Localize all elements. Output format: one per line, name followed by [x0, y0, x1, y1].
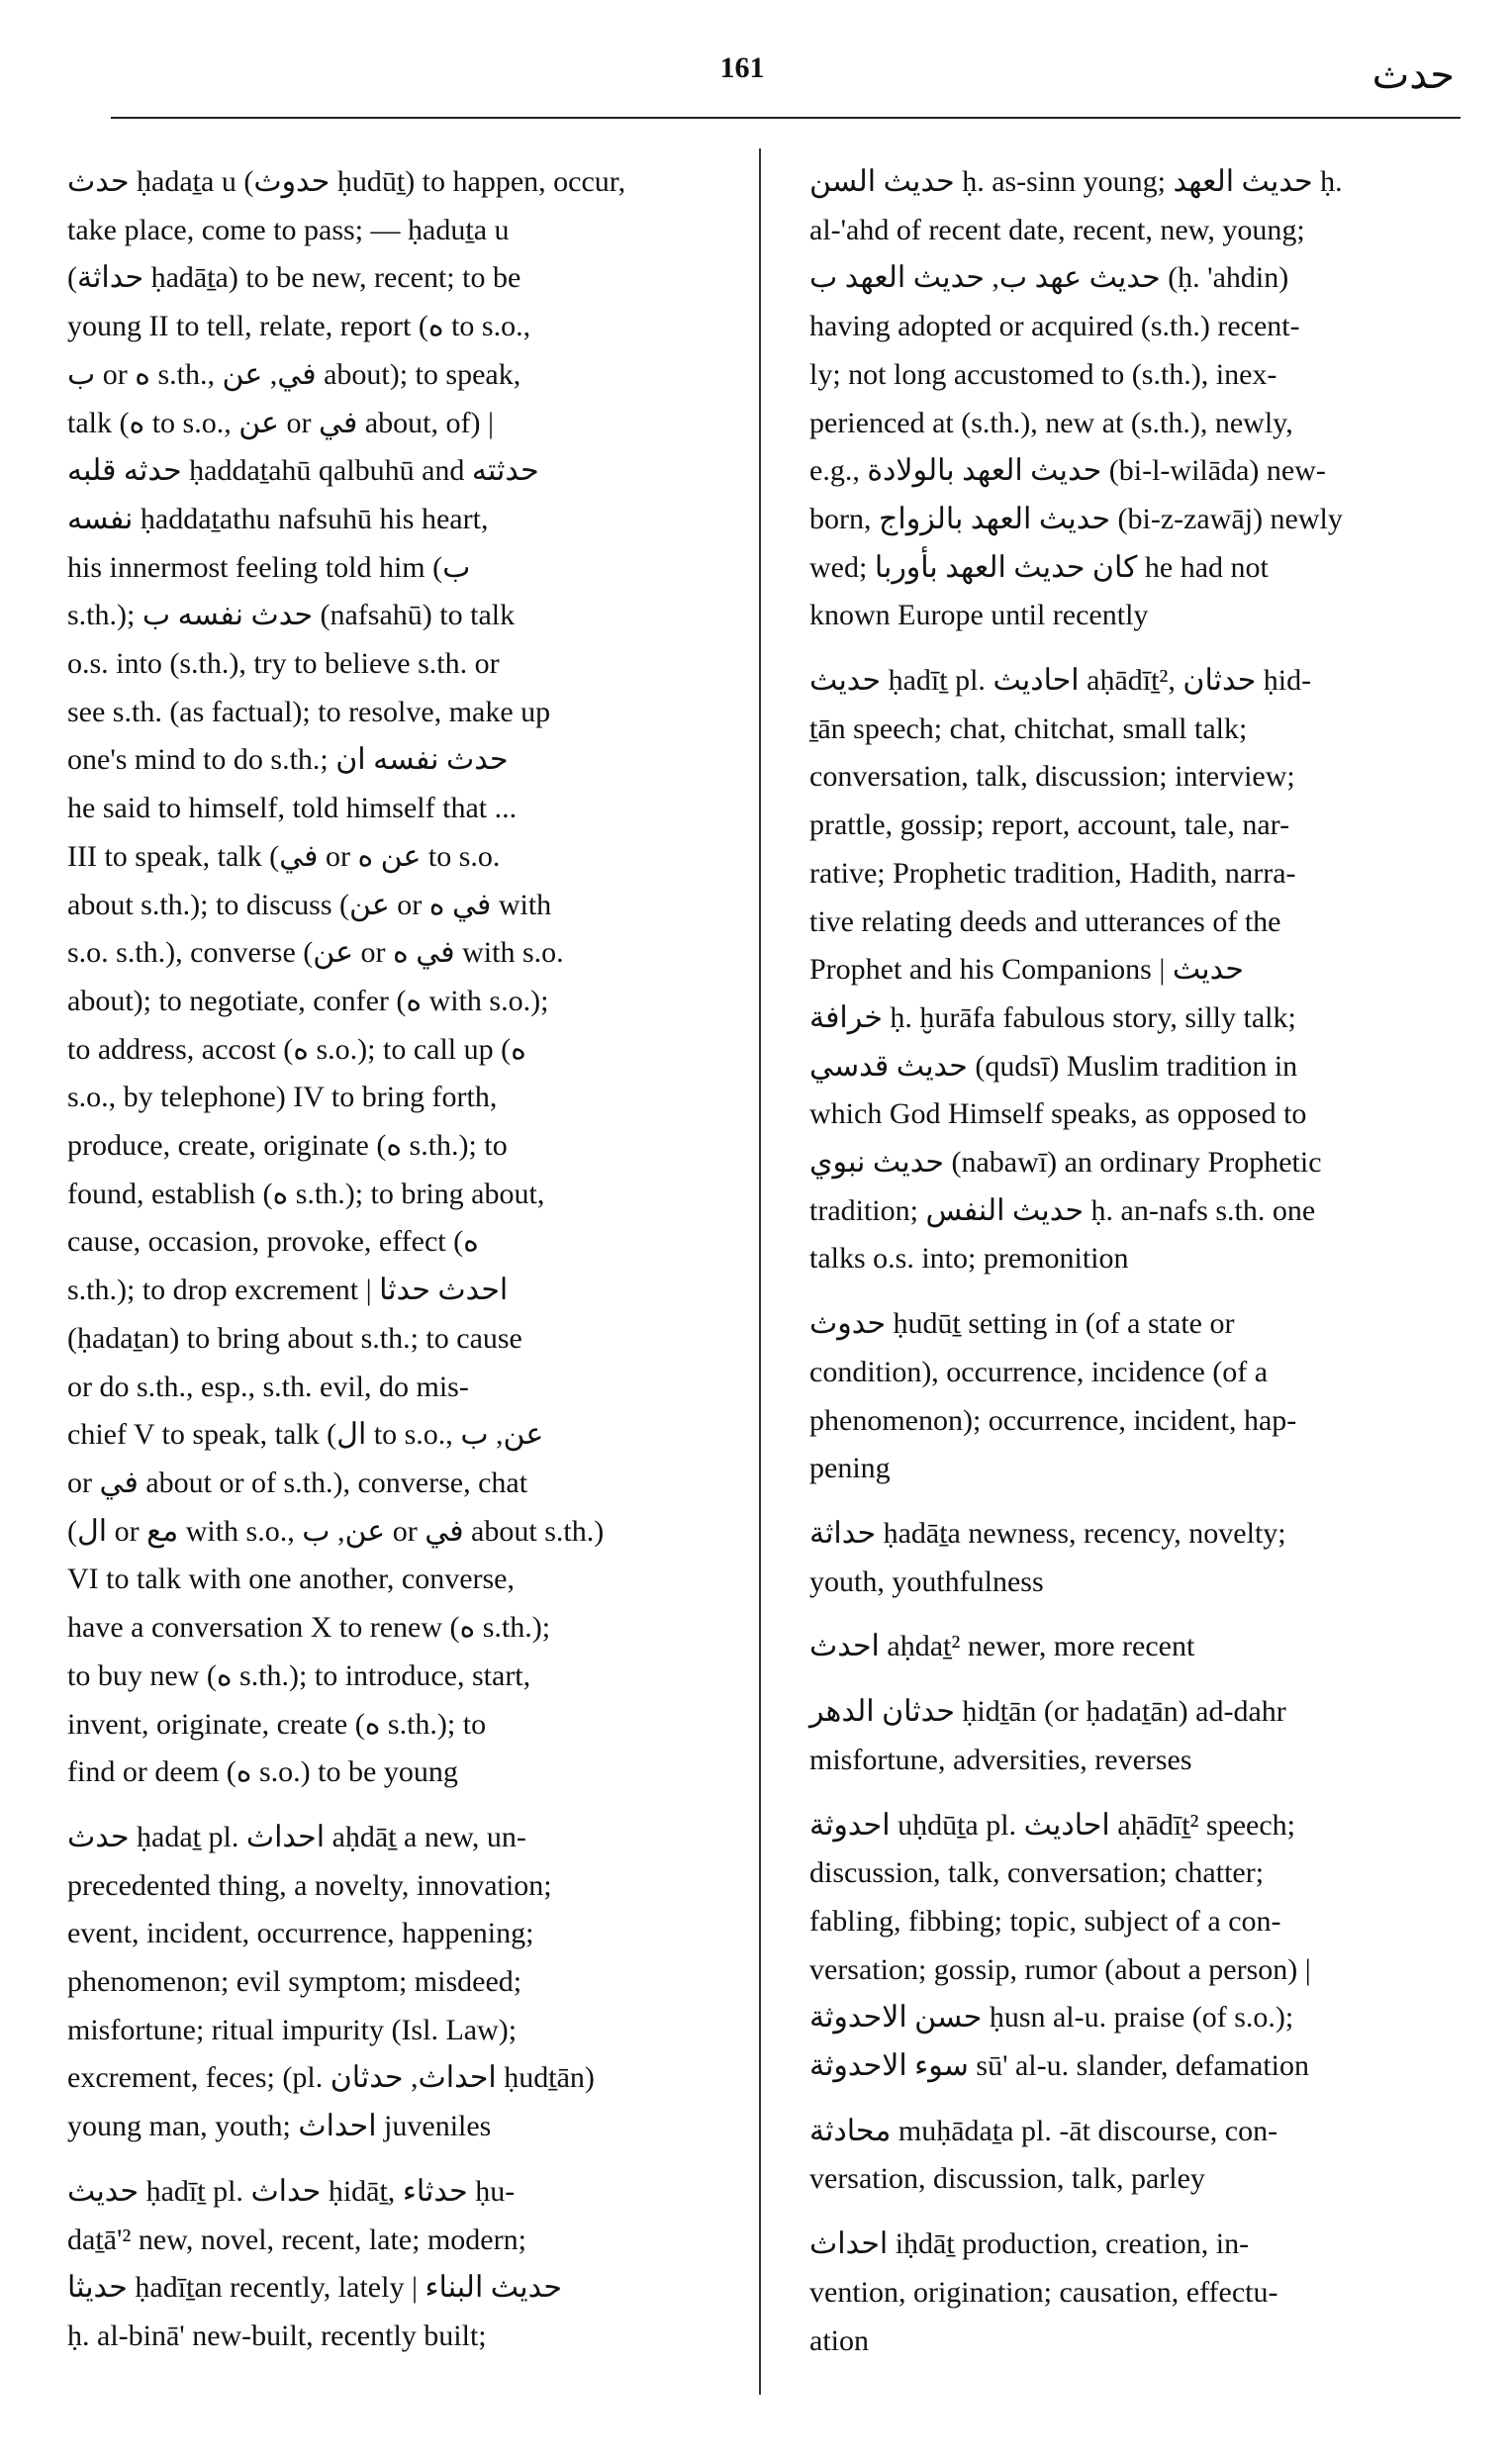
entry-line: youth, youthfulness: [809, 1564, 1044, 1598]
entry-line: see s.th. (as factual); to resolve, make up: [67, 695, 551, 728]
entry-line: excrement, feces; (pl. احداث, حدثان ḥudṯān): [67, 2061, 595, 2095]
dictionary-entry: [809, 1688, 1463, 1784]
entry-line: ṯān speech; chat, chitchat, small talk;: [809, 711, 1248, 745]
entry-line: precedented thing, a novelty, innovation;: [67, 1868, 552, 1902]
dictionary-entry: [809, 1802, 1463, 2091]
entry-line: conversation, talk, discussion; interview;: [809, 760, 1295, 794]
entry-line: ation: [809, 2323, 869, 2357]
entry-line: having adopted or acquired (s.th.) recent-: [809, 310, 1300, 343]
dictionary-entry: [809, 1623, 1463, 1671]
entry-line: or في about or of s.th.), converse, chat: [67, 1466, 528, 1499]
entry-line: احدث aḥdaṯ² newer, more recent: [809, 1630, 1195, 1663]
dictionary-entry: [809, 1510, 1463, 1606]
dictionary-entry: [809, 657, 1463, 1283]
entry-line: discussion, talk, conversation; chatter;: [809, 1856, 1265, 1890]
dictionary-entry: [809, 2221, 1463, 2365]
entry-line: حديث قدسي (qudsī) Muslim tradition in: [809, 1049, 1298, 1083]
entry-line: invent, originate, create (ه s.th.); to: [67, 1707, 487, 1741]
entry-line: find or deem (ه s.o.) to be young: [67, 1755, 458, 1789]
entry-line: found, establish (ه s.th.); to bring about,: [67, 1177, 545, 1210]
entry-line: s.th.); حدث نفسه ب (nafsahū) to talk: [67, 599, 516, 632]
entry-line: حداثة ḥadāṯa newness, recency, novelty;: [809, 1516, 1286, 1550]
entry-line: ب or ه s.th., في, عن about); to speak,: [67, 357, 521, 391]
entry-line: حديث ḥadīṯ pl. حداث ḥidāṯ, حدثاء ḥu-: [67, 2174, 516, 2208]
entry-line: have a conversation X to renew (ه s.th.);: [67, 1611, 551, 1645]
entry-line: about); to negotiate, confer (ه with s.o.);: [67, 984, 549, 1017]
entry-line: phenomenon; evil symptom; misdeed;: [67, 1965, 522, 1999]
right-column: [809, 158, 1463, 2382]
entry-line: condition), occurrence, incidence (of a: [809, 1355, 1269, 1388]
entry-line: daṯā'² new, novel, recent, late; modern;: [67, 2223, 526, 2256]
entry-line: pening: [809, 1452, 891, 1485]
entry-line: prattle, gossip; report, account, tale, nar-: [809, 808, 1290, 842]
entry-line: al-'ahd of recent date, recent, new, young;: [809, 213, 1305, 246]
left-column: [67, 158, 720, 2378]
entry-line: o.s. into (s.th.), try to believe s.th. or: [67, 647, 500, 681]
dictionary-entry: [809, 2108, 1463, 2204]
entry-line: perienced at (s.th.), new at (s.th.), newly,: [809, 406, 1293, 439]
entry-line: حدوث ḥudūṯ setting in (of a state or: [809, 1307, 1235, 1341]
entry-line: tradition; حديث النفس ḥ. an-nafs s.th. one: [809, 1193, 1316, 1227]
dictionary-entry: [67, 158, 720, 1797]
entry-line: take place, come to pass; — ḥaduṯa u: [67, 213, 510, 246]
entry-line: حدثه قلبه ḥaddaṯahū qalbuhū and حدثته: [67, 454, 539, 488]
entry-line: حدث ḥadaṯ pl. احداث aḥdāṯ a new, un-: [67, 1820, 526, 1853]
entry-line: tive relating deeds and utterances of the: [809, 904, 1281, 938]
entry-line: born, حديث العهد بالزواج (bi-z-zawāj) newly: [809, 502, 1343, 535]
entry-line: vention, origination; causation, effectu-: [809, 2275, 1278, 2309]
entry-line: احدوثة uḥdūṯa pl. احاديث aḥādīṯ² speech;: [809, 1808, 1296, 1842]
entry-line: حديث عهد ب, حديث العهد ب (ḥ. 'ahdin): [809, 261, 1289, 295]
entry-line: wed; كان حديث العهد بأوربا he had not: [809, 550, 1269, 584]
entry-line: misfortune, adversities, reverses: [809, 1743, 1192, 1776]
entry-line: نفسه ḥaddaṯathu nafsuhū his heart,: [67, 502, 489, 535]
entry-line: خرافة ḥ. ḫurāfa fabulous story, silly talk;: [809, 1000, 1296, 1034]
entry-line: young II to tell, relate, report (ه to s.o.,: [67, 310, 531, 343]
entry-line: his innermost feeling told him (ب: [67, 550, 471, 584]
entry-line: حديث نبوي (nabawī) an ordinary Prophetic: [809, 1146, 1322, 1180]
entry-line: احداث iḥdāṯ production, creation, in-: [809, 2227, 1250, 2261]
entry-line: محادثة muḥādaṯa pl. -āt discourse, con-: [809, 2114, 1278, 2147]
entry-line: (حداثة ḥadāṯa) to be new, recent; to be: [67, 261, 521, 295]
entry-line: or do s.th., esp., s.th. evil, do mis-: [67, 1370, 469, 1403]
entry-line: (ḥadaṯan) to bring about s.th.; to cause: [67, 1321, 522, 1355]
entry-line: chief V to speak, talk (ال to s.o., عن, ب: [67, 1418, 544, 1452]
entry-line: he said to himself, told himself that ...: [67, 792, 518, 825]
column-divider: [759, 148, 761, 2395]
entry-line: to buy new (ه s.th.); to introduce, start,: [67, 1658, 531, 1692]
entry-line: one's mind to do s.th.; حدث نفسه ان: [67, 743, 509, 777]
entry-line: event, incident, occurrence, happening;: [67, 1917, 534, 1950]
entry-line: حسن الاحدوثة ḥusn al-u. praise (of s.o.);: [809, 2001, 1294, 2035]
entry-line: ly; not long accustomed to (s.th.), inex-: [809, 357, 1277, 391]
entry-line: حديث ḥadīṯ pl. احاديث aḥādīṯ², حدثان ḥid-: [809, 664, 1312, 698]
entry-line: III to speak, talk (في or عن ه to s.o.: [67, 839, 501, 873]
entry-line: s.th.); to drop excrement | احدث حدثا: [67, 1274, 509, 1307]
entry-line: حديث السن ḥ. as-sinn young; حديث العهد ḥ.: [809, 165, 1343, 198]
entry-line: talk (ه to s.o., عن or في about, of) |: [67, 406, 494, 439]
page-number: 161: [719, 51, 765, 84]
entry-line: which God Himself speaks, as opposed to: [809, 1097, 1307, 1131]
entry-line: حدث ḥadaṯa u (حدوث ḥudūṯ) to happen, occur,: [67, 165, 626, 198]
entry-line: (ال or مع with s.o., عن, ب or في about s.th.): [67, 1514, 605, 1548]
dictionary-entry: [809, 158, 1463, 640]
dictionary-entry: [67, 2168, 720, 2361]
entry-line: talks o.s. into; premonition: [809, 1242, 1129, 1276]
entry-line: e.g., حديث العهد بالولادة (bi-l-wilāda) new-: [809, 454, 1326, 488]
entry-line: about s.th.); to discuss (عن or في ه with: [67, 888, 552, 921]
entry-line: cause, occasion, provoke, effect (ه: [67, 1225, 479, 1259]
entry-line: versation, discussion, talk, parley: [809, 2162, 1205, 2196]
entry-line: produce, create, originate (ه s.th.); to: [67, 1129, 508, 1163]
header-rule: [111, 117, 1461, 119]
entry-line: misfortune; ritual impurity (Isl. Law);: [67, 2013, 518, 2046]
entry-line: versation; gossip, rumor (about a person) |: [809, 1952, 1311, 1986]
entry-line: سوء الاحدوثة sū' al-u. slander, defamation: [809, 2049, 1309, 2083]
entry-line: phenomenon); occurrence, incident, hap-: [809, 1403, 1297, 1437]
dictionary-entry: [67, 1814, 720, 2151]
running-head-word: حدث: [1371, 52, 1455, 97]
entry-line: to address, accost (ه s.o.); to call up (ه: [67, 1032, 526, 1066]
entry-line: حدثان الدهر ḥidṯān (or ḥadaṯān) ad-dahr: [809, 1695, 1286, 1729]
entry-line: s.o., by telephone) IV to bring forth,: [67, 1081, 498, 1114]
entry-line: s.o. s.th.), converse (عن or في ه with s.o.: [67, 936, 564, 970]
entry-line: fabling, fibbing; topic, subject of a con-: [809, 1904, 1281, 1938]
entry-line: Prophet and his Companions | حديث: [809, 953, 1244, 987]
entry-line: ḥ. al-binā' new-built, recently built;: [67, 2319, 487, 2352]
entry-line: known Europe until recently: [809, 599, 1149, 632]
dictionary-entry: [809, 1300, 1463, 1493]
entry-line: rative; Prophetic tradition, Hadith, narra-: [809, 856, 1296, 890]
entry-line: young man, youth; احداث juveniles: [67, 2110, 492, 2143]
entry-line: VI to talk with one another, converse,: [67, 1562, 515, 1596]
entry-line: حديثا ḥadīṯan recently, lately | حديث البناء: [67, 2271, 562, 2305]
